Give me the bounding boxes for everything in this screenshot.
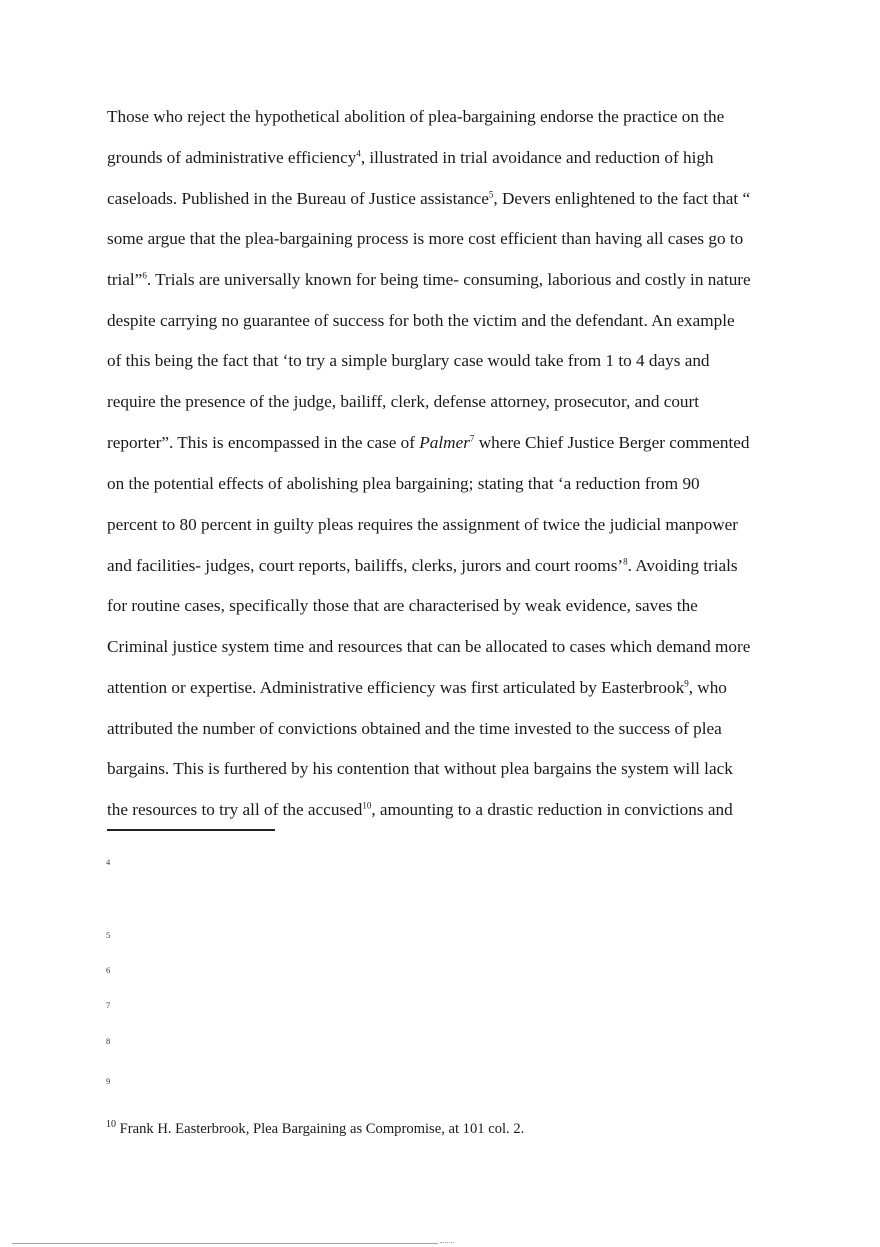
bottom-dots (440, 1242, 454, 1245)
body-line: require the presence of the judge, bailiff, clerk, defense attorney, prosecutor, and court (107, 392, 700, 411)
line-text: grounds of administrative efficiency (107, 148, 357, 167)
body-line: of this being the fact that ‘to try a simple burglary case would take from 1 to 4 days and (107, 351, 710, 370)
body-line (107, 189, 750, 209)
footnote-ref-6[interactable]: 6 (142, 270, 147, 281)
footnote-10 (106, 1120, 524, 1138)
footnote-marker-4: 4 (106, 857, 111, 867)
footnote-text: Frank H. Easterbrook, Plea Bargaining as Compromise, at 101 col. 2. (116, 1121, 525, 1137)
body-line (107, 556, 738, 576)
bottom-divider (12, 1243, 438, 1244)
body-line: bargains. This is furthered by his contention that without plea bargains the system will lack (107, 759, 733, 778)
footnote-marker-7: 7 (106, 1000, 111, 1010)
body-line: despite carrying no guarantee of success for both the victim and the defendant. An example (107, 311, 735, 330)
footnote-separator (107, 829, 275, 831)
footnote-ref-5[interactable]: 5 (488, 189, 494, 200)
line-text: and facilities- judges, court reports, bailiffs, clerks, jurors and court rooms’ (107, 556, 624, 575)
footnote-ref-9[interactable]: 9 (684, 678, 689, 689)
footnote-ref-8[interactable]: 8 (623, 556, 628, 567)
footnote-marker-8: 8 (106, 1036, 111, 1046)
body-line (107, 800, 733, 820)
footnote-marker-5: 5 (106, 930, 111, 940)
line-text: , who (688, 678, 727, 697)
body-line (107, 678, 727, 698)
line-text: , Devers enlightened to the fact that “ (493, 189, 751, 208)
line-text: trial” (107, 270, 143, 289)
line-text: reporter”. This is encompassed in the case of (107, 433, 420, 452)
body-line: attributed the number of convictions obtained and the time invested to the success of plea (107, 719, 722, 738)
line-text: attention or expertise. Administrative efficiency was first articulated by Easterbrook (107, 678, 685, 697)
line-text: , amounting to a drastic reduction in convictions and (371, 800, 733, 819)
line-text: caseloads. Published in the Bureau of Justice assistance (107, 189, 489, 208)
footnote-marker-9: 9 (106, 1076, 111, 1086)
line-text: . Trials are universally known for being time- consuming, laborious and costly in nature (146, 270, 751, 289)
footnote-marker-6: 6 (106, 965, 111, 975)
body-line: for routine cases, specifically those that are characterised by weak evidence, saves the (107, 596, 698, 615)
body-line (107, 148, 714, 168)
body-line: on the potential effects of abolishing plea bargaining; stating that ‘a reduction from 90 (107, 474, 700, 493)
footnote-ref-7[interactable]: 7 (469, 433, 475, 444)
line-text: , illustrated in trial avoidance and reduction of high (360, 148, 714, 167)
footnote-ref-4[interactable]: 4 (356, 148, 361, 159)
line-text: the resources to try all of the accused (107, 800, 363, 819)
footnote-number: 10 (106, 1119, 116, 1131)
case-name: Palmer (419, 433, 470, 452)
line-text: where Chief Justice Berger commented (474, 433, 750, 452)
body-line: Criminal justice system time and resources that can be allocated to cases which demand more (107, 637, 751, 656)
body-line: some argue that the plea-bargaining process is more cost efficient than having all cases go to (107, 229, 744, 248)
line-text: . Avoiding trials (627, 556, 738, 575)
body-line: Those who reject the hypothetical abolition of plea-bargaining endorse the practice on the (107, 107, 725, 126)
body-line: percent to 80 percent in guilty pleas requires the assignment of twice the judicial manpower (107, 515, 738, 534)
body-line (107, 270, 751, 290)
footnote-ref-10[interactable]: 10 (362, 800, 372, 811)
body-line (107, 433, 749, 453)
